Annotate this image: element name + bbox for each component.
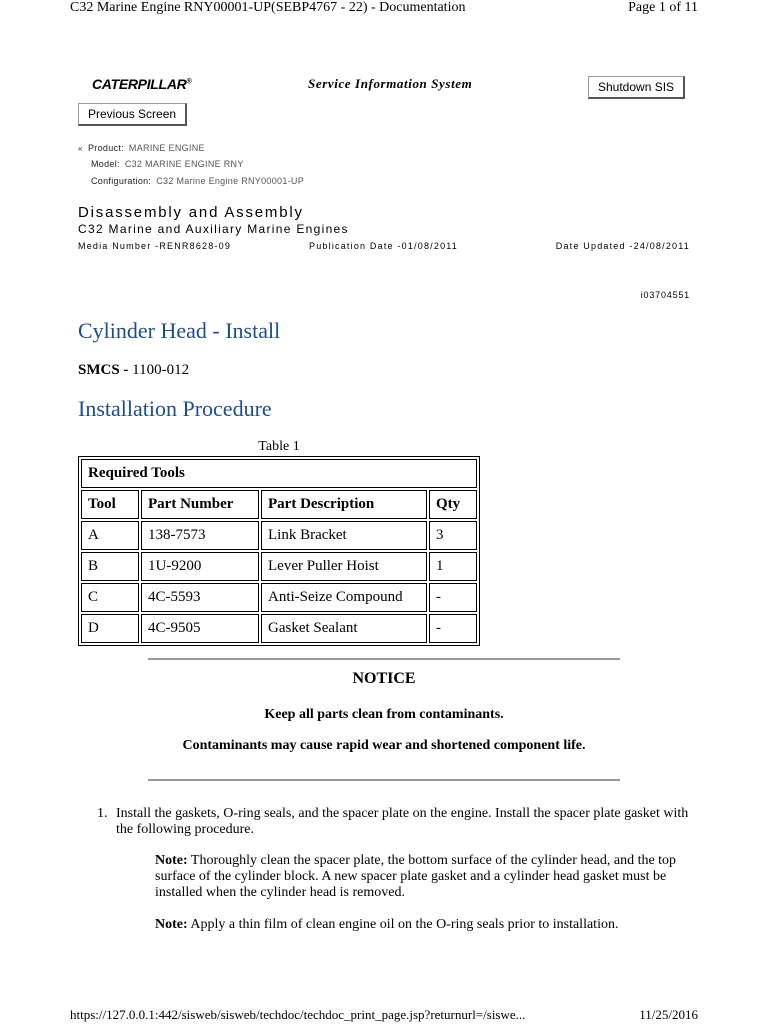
- system-title: Service Information System: [308, 76, 473, 91]
- model-label: Model:: [91, 159, 120, 169]
- note-label: Note:: [155, 917, 188, 932]
- notice-bottom-divider: [148, 779, 620, 781]
- notice-title: NOTICE: [352, 670, 416, 687]
- document-subtitle: C32 Marine and Auxiliary Marine Engines: [78, 222, 349, 236]
- smcs-label: SMCS -: [78, 362, 133, 378]
- configuration-value: C32 Marine Engine RNY00001-UP: [156, 176, 305, 186]
- table-cell: Gasket Sealant: [261, 614, 427, 643]
- meta-model: [91, 159, 244, 169]
- table-row: [81, 552, 477, 581]
- double-left-arrow-icon[interactable]: «: [78, 144, 83, 153]
- note-text: Thoroughly clean the spacer plate, the bottom surface of the cylinder head, and the top surface of the cylinder block. A new spacer plate gasket and a cylinder head gasket must be installed when the cylinder head is removed.: [155, 853, 677, 900]
- table-cell: 3: [429, 521, 477, 550]
- product-label: Product:: [88, 143, 124, 153]
- print-header-page: Page 1 of 11: [628, 0, 698, 15]
- table-cell: Lever Puller Hoist: [261, 552, 427, 581]
- required-tools-table: [78, 456, 480, 646]
- note-paragraph: [155, 853, 695, 901]
- note-paragraph: [155, 917, 695, 933]
- step-text: Install the gaskets, O-ring seals, and the spacer plate on the engine. Install the spacer plate gasket with the following procedure.: [116, 806, 689, 837]
- table-cell: Link Bracket: [261, 521, 427, 550]
- shutdown-sis-button[interactable]: Shutdown SIS: [588, 76, 685, 99]
- meta-product: [78, 143, 205, 153]
- table-row: [81, 614, 477, 643]
- print-footer-date: 11/25/2016: [639, 1007, 698, 1022]
- document-info-row: [78, 241, 690, 251]
- logo-registered-mark: ®: [186, 78, 192, 86]
- configuration-label: Configuration:: [91, 176, 152, 186]
- print-footer-url: https://127.0.0.1:442/sisweb/sisweb/techdoc/techdoc_print_page.jsp?returnurl=/siswe...: [70, 1007, 526, 1022]
- table-cell: -: [429, 583, 477, 612]
- smcs-code: [78, 362, 189, 379]
- publication-date: Publication Date -01/08/2011: [309, 241, 459, 251]
- section-heading: Installation Procedure: [78, 396, 272, 421]
- table-cell: Anti-Seize Compound: [261, 583, 427, 612]
- table-cell: 1U-9200: [141, 552, 259, 581]
- print-header-title: C32 Marine Engine RNY00001-UP(SEBP4767 - 22) - Documentation: [70, 0, 466, 15]
- table-row: [81, 521, 477, 550]
- table-cell: 138-7573: [141, 521, 259, 550]
- date-updated: Date Updated -24/08/2011: [555, 241, 690, 251]
- product-value: MARINE ENGINE: [128, 143, 205, 153]
- media-number: Media Number -RENR8628-09: [78, 241, 232, 251]
- caterpillar-logo: [92, 76, 191, 92]
- table-caption: Table 1: [258, 439, 300, 454]
- document-id: i03704551: [640, 290, 690, 300]
- table-row: [81, 583, 477, 612]
- note-text: Apply a thin film of clean engine oil on the O-ring seals prior to installation.: [187, 917, 619, 932]
- notice-top-divider: [148, 658, 620, 660]
- table-cell: -: [429, 614, 477, 643]
- table-cell: 4C-5593: [141, 583, 259, 612]
- meta-configuration: [91, 176, 304, 186]
- page-heading: Cylinder Head - Install: [78, 318, 281, 343]
- column-header-part-number: Part Number: [141, 490, 259, 519]
- table-group-header: Required Tools: [81, 459, 477, 488]
- table-cell: B: [81, 552, 139, 581]
- table-cell: C: [81, 583, 139, 612]
- step-number: 1.: [97, 806, 108, 821]
- smcs-value: 1100-012: [132, 362, 190, 378]
- notice-line-2: Contaminants may cause rapid wear and shortened component life.: [182, 738, 586, 753]
- column-header-qty: Qty: [429, 490, 477, 519]
- table-group-header-row: [81, 459, 477, 488]
- table-header-row: [81, 490, 477, 519]
- note-label: Note:: [155, 853, 188, 868]
- column-header-part-description: Part Description: [261, 490, 427, 519]
- table-cell: 1: [429, 552, 477, 581]
- document-title: Disassembly and Assembly: [78, 204, 304, 221]
- column-header-tool: Tool: [81, 490, 139, 519]
- table-cell: D: [81, 614, 139, 643]
- model-value: C32 MARINE ENGINE RNY: [124, 159, 244, 169]
- previous-screen-button[interactable]: Previous Screen: [78, 103, 187, 126]
- table-cell: A: [81, 521, 139, 550]
- table-cell: 4C-9505: [141, 614, 259, 643]
- notice-line-1: Keep all parts clean from contaminants.: [264, 707, 504, 722]
- logo-text: CATERPILLAR: [92, 76, 187, 92]
